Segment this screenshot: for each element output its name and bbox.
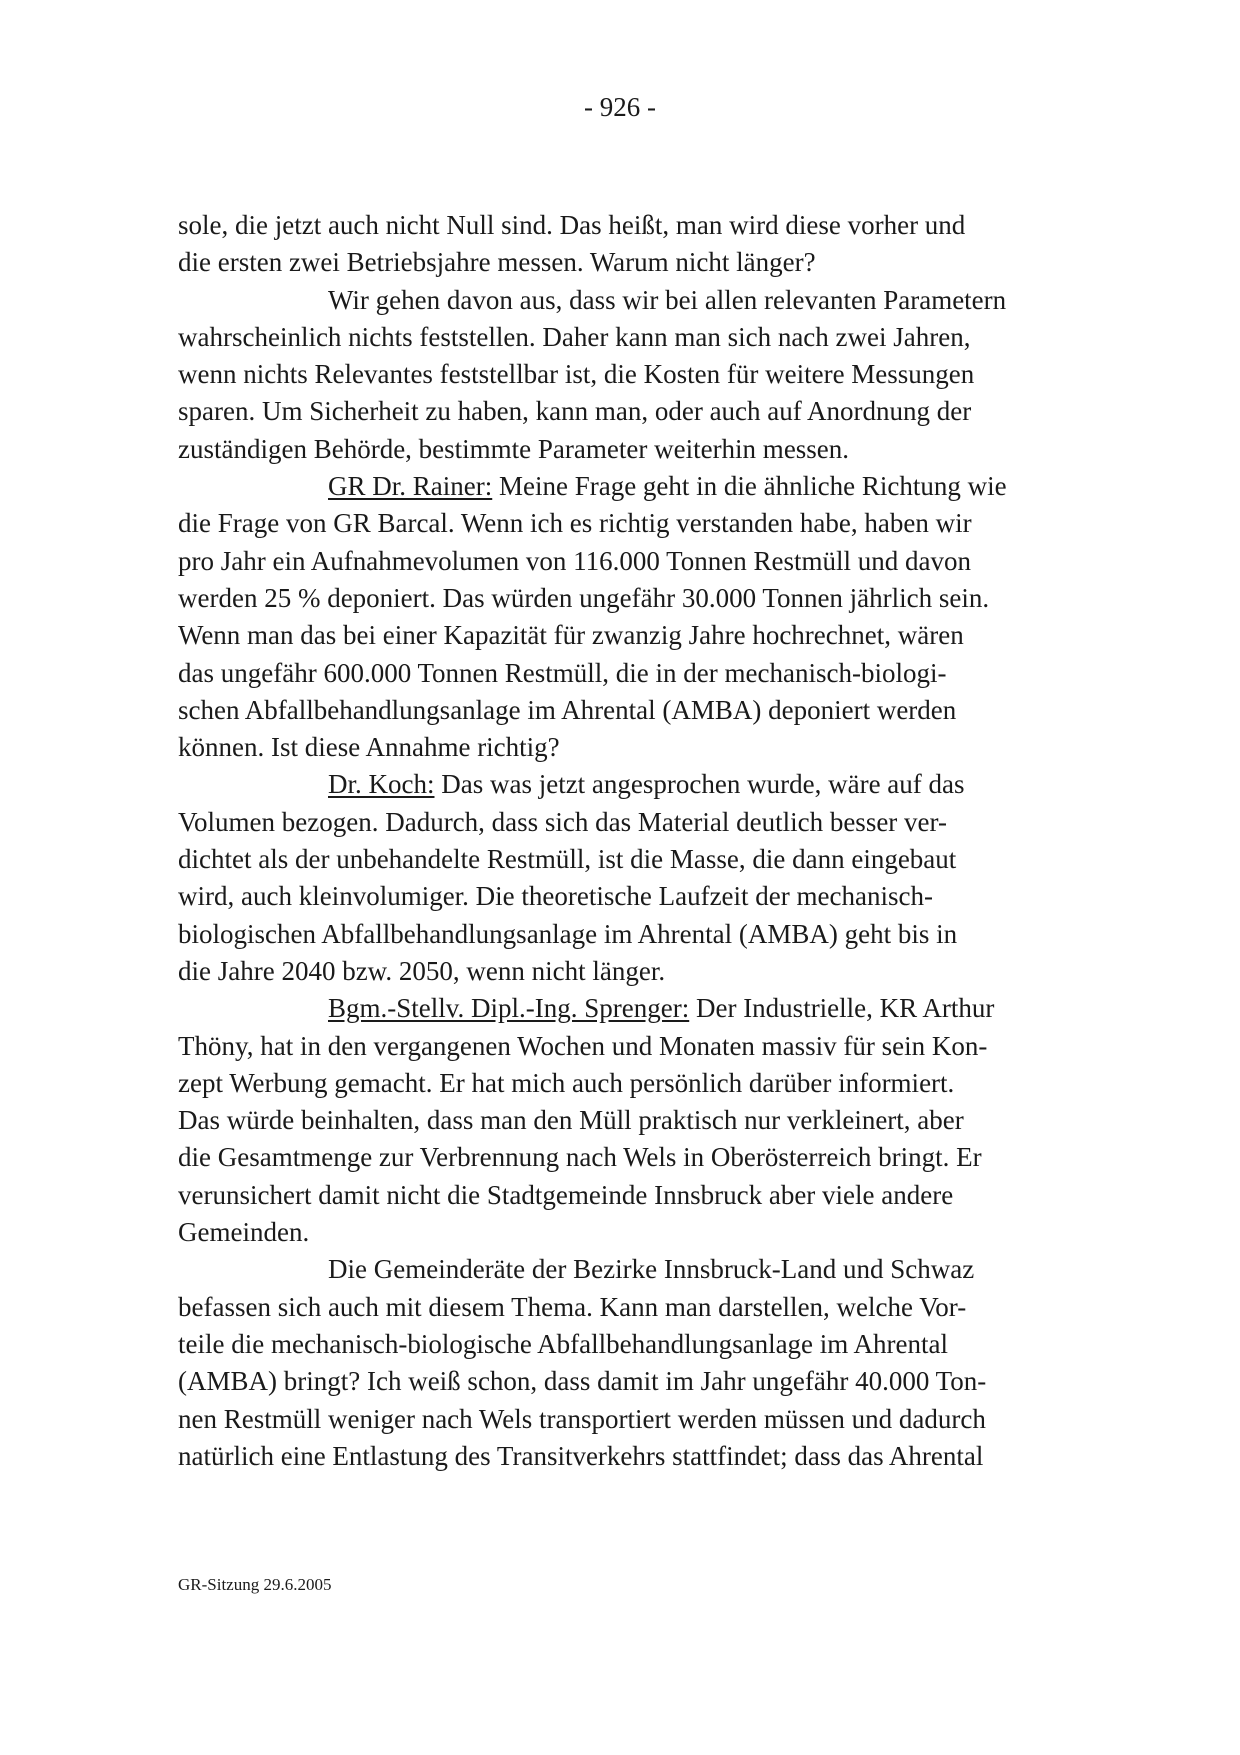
text-line	[178, 953, 1070, 990]
line-text: natürlich eine Entlastung des Transitverkehrs stattfindet; dass das Ahrental	[178, 1440, 984, 1471]
text-line	[178, 804, 1070, 841]
line-text: die Jahre 2040 bzw. 2050, wenn nicht länger.	[178, 955, 666, 986]
line-text: teile die mechanisch-biologische Abfallbehandlungsanlage im Ahrental	[178, 1328, 949, 1359]
paragraph-start-line	[178, 766, 1070, 803]
line-text: die Gesamtmenge zur Verbrennung nach Wels in Oberösterreich bringt. Er	[178, 1142, 982, 1173]
line-text: biologischen Abfallbehandlungsanlage im Ahrental (AMBA) geht bis in	[178, 918, 958, 949]
paragraph-start-line	[178, 990, 1070, 1027]
line-text: die ersten zwei Betriebsjahre messen. Warum nicht länger?	[178, 247, 816, 278]
text-line	[178, 1139, 1070, 1176]
line-text: zept Werbung gemacht. Er hat mich auch persönlich darüber informiert.	[178, 1067, 955, 1098]
line-text: Wenn man das bei einer Kapazität für zwanzig Jahre hochrechnet, wären	[178, 620, 964, 651]
line-text: sparen. Um Sicherheit zu haben, kann man, oder auch auf Anordnung der	[178, 396, 972, 427]
line-text: Wir gehen davon aus, dass wir bei allen relevanten Parametern	[328, 284, 1007, 315]
speaker-name: GR Dr. Rainer:	[328, 471, 493, 502]
document-body	[178, 207, 1070, 1475]
text-line	[178, 1177, 1070, 1214]
line-text: Meine Frage geht in die ähnliche Richtung wie	[492, 471, 1007, 502]
line-text: wenn nichts Relevantes feststellbar ist, die Kosten für weitere Messungen	[178, 359, 975, 390]
line-text: wird, auch kleinvolumiger. Die theoretische Laufzeit der mechanisch-	[178, 881, 933, 912]
text-line	[178, 1028, 1070, 1065]
text-line	[178, 1401, 1070, 1438]
line-text: zuständigen Behörde, bestimmte Parameter weiterhin messen.	[178, 433, 850, 464]
text-line	[178, 729, 1070, 766]
line-text: wahrscheinlich nichts feststellen. Daher kann man sich nach zwei Jahren,	[178, 321, 971, 352]
paragraph-start-line	[178, 282, 1070, 319]
line-text: (AMBA) bringt? Ich weiß schon, dass damit im Jahr ungefähr 40.000 Ton-	[178, 1366, 987, 1397]
text-line	[178, 1065, 1070, 1102]
text-line	[178, 1289, 1070, 1326]
line-text: Gemeinden.	[178, 1217, 310, 1248]
speaker-name: Bgm.-Stellv. Dipl.-Ing. Sprenger:	[328, 993, 690, 1024]
text-line	[178, 655, 1070, 692]
text-line	[178, 1326, 1070, 1363]
text-line	[178, 878, 1070, 915]
text-line	[178, 319, 1070, 356]
line-text: Volumen bezogen. Dadurch, dass sich das Material deutlich besser ver-	[178, 806, 947, 837]
text-line	[178, 916, 1070, 953]
line-text: pro Jahr ein Aufnahmevolumen von 116.000 Tonnen Restmüll und davon	[178, 545, 972, 576]
line-text: Thöny, hat in den vergangenen Wochen und Monaten massiv für sein Kon-	[178, 1030, 988, 1061]
line-text: nen Restmüll weniger nach Wels transportiert werden müssen und dadurch	[178, 1403, 986, 1434]
text-line	[178, 431, 1070, 468]
text-line	[178, 1363, 1070, 1400]
footer-session-label: GR-Sitzung 29.6.2005	[178, 1575, 332, 1594]
line-text: Das würde beinhalten, dass man den Müll praktisch nur verkleinert, aber	[178, 1105, 964, 1136]
paragraph-start-line	[178, 468, 1070, 505]
paragraph-start-line	[178, 1251, 1070, 1288]
text-line	[178, 505, 1070, 542]
line-text: sole, die jetzt auch nicht Null sind. Das heißt, man wird diese vorher und	[178, 210, 966, 240]
line-text: Das was jetzt angesprochen wurde, wäre auf das	[434, 769, 965, 800]
line-text: dichtet als der unbehandelte Restmüll, ist die Masse, die dann eingebaut	[178, 844, 957, 875]
text-line	[178, 1102, 1070, 1139]
text-line	[178, 692, 1070, 729]
line-text: schen Abfallbehandlungsanlage im Ahrental (AMBA) deponiert werden	[178, 694, 957, 725]
text-line	[178, 356, 1070, 393]
page-number: - 926 -	[584, 92, 656, 122]
line-text: Die Gemeinderäte der Bezirke Innsbruck-Land und Schwaz	[328, 1254, 975, 1285]
line-text: können. Ist diese Annahme richtig?	[178, 732, 560, 763]
text-line	[178, 580, 1070, 617]
text-line	[178, 393, 1070, 430]
line-text: werden 25 % deponiert. Das würden ungefähr 30.000 Tonnen jährlich sein.	[178, 582, 990, 613]
line-text: befassen sich auch mit diesem Thema. Kann man darstellen, welche Vor-	[178, 1291, 967, 1322]
speaker-name: Dr. Koch:	[328, 769, 435, 800]
text-line	[178, 617, 1070, 654]
text-line	[178, 543, 1070, 580]
text-line	[178, 841, 1070, 878]
text-line	[178, 1214, 1070, 1251]
line-text: Der Industrielle, KR Arthur	[689, 993, 995, 1024]
line-text: das ungefähr 600.000 Tonnen Restmüll, die in der mechanisch-biologi-	[178, 657, 947, 688]
text-line	[178, 207, 1070, 244]
text-line	[178, 244, 1070, 281]
line-text: verunsichert damit nicht die Stadtgemeinde Innsbruck aber viele andere	[178, 1179, 954, 1210]
line-text: die Frage von GR Barcal. Wenn ich es richtig verstanden habe, haben wir	[178, 508, 972, 539]
text-line	[178, 1438, 1070, 1475]
